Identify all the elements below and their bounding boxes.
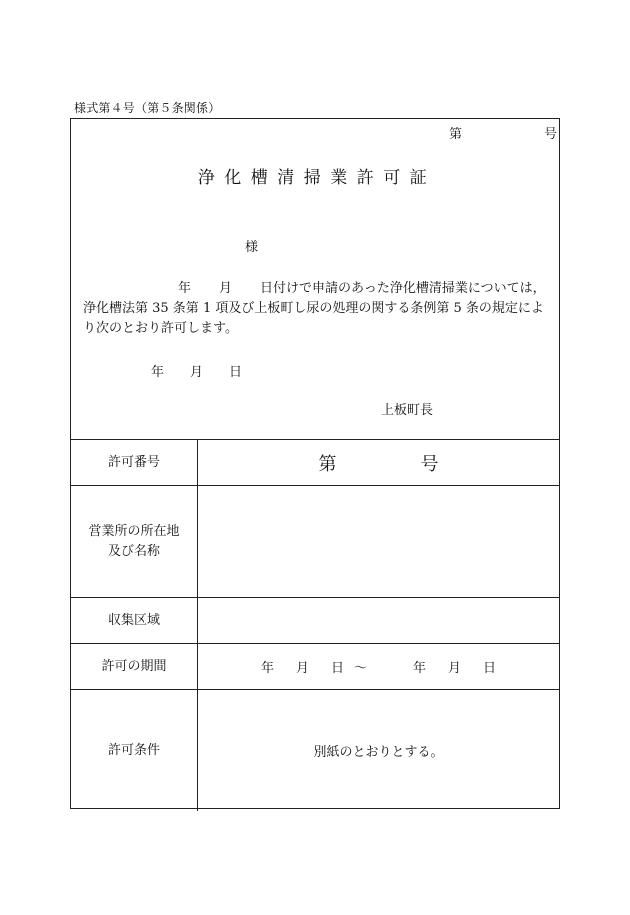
- body-line-1-rest: 日付けで申請のあった浄化槽清掃業については，: [260, 281, 546, 296]
- body-line-3: り次のとおり許可します。: [83, 321, 238, 336]
- conditions-value: 別紙のとおりとする。: [198, 690, 560, 812]
- collection-area-label: 収集区域: [71, 598, 198, 644]
- permit-number-value-dai: 第: [318, 453, 337, 475]
- issue-date: [151, 361, 242, 380]
- period-tilde: ～: [353, 661, 367, 676]
- period-end-year: 年: [413, 661, 427, 676]
- certificate-header-section: [71, 119, 559, 439]
- permit-number-dai: 第: [449, 127, 463, 142]
- table-row-permit-number: [71, 440, 559, 486]
- conditions-label: 許可条件: [71, 690, 198, 812]
- body-line-1: [83, 279, 553, 299]
- addressee-suffix: 様: [245, 240, 259, 255]
- table-row-permit-period: [71, 644, 559, 690]
- office-label-line-2: 及び名称: [107, 543, 160, 559]
- form-number-label: 様式第４号（第５条関係）: [74, 101, 221, 115]
- issuer-name: 上板町長: [381, 403, 434, 418]
- body-line-2: 浄化槽法第 35 条第 1 項及び上板町し尿の処理の関する条例第 5 条の規定によ: [83, 301, 544, 316]
- office-label: [71, 486, 198, 598]
- issue-day: 日: [229, 365, 243, 380]
- permit-period-value: [198, 644, 560, 690]
- permit-certificate-frame: [70, 118, 560, 809]
- period-start-month: 月: [295, 661, 309, 676]
- permit-details-table: [71, 439, 559, 811]
- period-end-month: 月: [448, 661, 462, 676]
- body-month: 月: [219, 281, 233, 296]
- table-row-conditions: [71, 690, 559, 812]
- office-value: [198, 486, 560, 598]
- issue-year: 年: [151, 365, 165, 380]
- permit-number-value: [198, 440, 560, 486]
- certificate-body-text: [83, 279, 553, 339]
- period-end-day: 日: [483, 661, 497, 676]
- permit-number-value-go: 号: [420, 453, 439, 475]
- permit-period-label: 許可の期間: [71, 644, 198, 690]
- certificate-title: 浄化槽清掃業許可証: [197, 168, 437, 188]
- collection-area-value: [198, 598, 560, 644]
- issue-month: 月: [190, 365, 204, 380]
- permit-number-label: 許可番号: [71, 440, 198, 486]
- permit-number-go: 号: [544, 127, 558, 142]
- table-row-office: [71, 486, 559, 598]
- body-year: 年: [178, 281, 192, 296]
- table-row-collection-area: [71, 598, 559, 644]
- period-start-year: 年: [260, 661, 274, 676]
- office-label-line-1: 営業所の所在地: [88, 523, 180, 539]
- period-start-day: 日: [330, 661, 344, 676]
